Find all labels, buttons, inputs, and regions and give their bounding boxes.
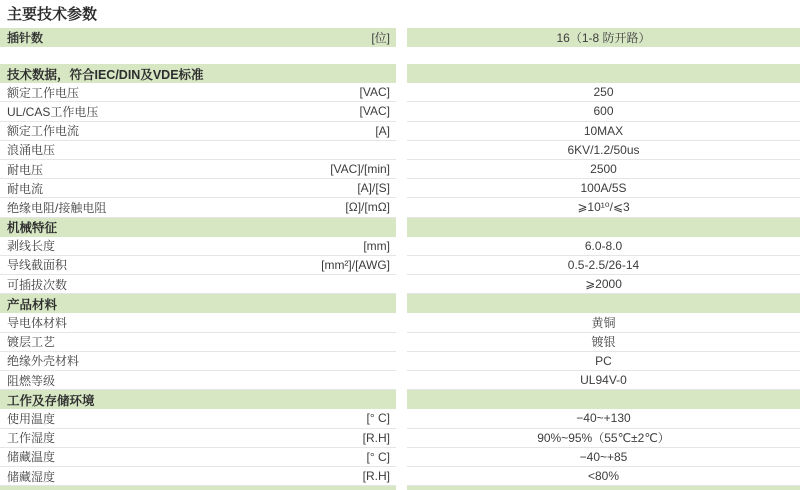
section-header-value-cell (407, 294, 800, 313)
section-header-label: 产品材料 (7, 297, 58, 312)
column-gap (396, 275, 407, 294)
section-header-label: 技术数据，符合IEC/DIN及VDE标准 (7, 67, 204, 82)
row-left-cell (0, 83, 396, 102)
row-left-cell (0, 429, 396, 448)
row-left-cell (0, 333, 396, 352)
row-value: 90%~95%（55℃±2℃） (407, 429, 800, 448)
row-label: 绝缘电阻/接触电阻 (7, 200, 107, 215)
section-header-row (0, 294, 800, 313)
row-left-cell (0, 467, 396, 486)
row-left-cell (0, 256, 396, 275)
partial-right-cell (407, 486, 800, 490)
row-label: 可插拔次数 (7, 277, 68, 292)
column-gap (396, 64, 407, 83)
row-label: 插针数 (7, 31, 44, 45)
row-value: −40~+130 (407, 409, 800, 428)
row-left-cell (0, 352, 396, 371)
row-value: −40~+85 (407, 448, 800, 467)
section-header-cell (0, 218, 396, 237)
row-left-cell (0, 275, 396, 294)
unit-label: [R.H] (362, 469, 390, 484)
column-gap (396, 294, 407, 313)
column-gap (396, 122, 407, 141)
section-header-cell (0, 294, 396, 313)
column-gap (396, 28, 407, 47)
table-row (0, 313, 800, 332)
row-label: 工作湿度 (7, 431, 56, 446)
table-row (0, 467, 800, 486)
table-row (0, 83, 800, 102)
section-header-cell (0, 64, 396, 83)
column-gap (396, 390, 407, 409)
partial-left-cell (0, 486, 396, 490)
row-value: PC (407, 352, 800, 371)
page-title: 主要技术参数 (7, 6, 98, 23)
row-value: 600 (407, 102, 800, 121)
row-value: 2500 (407, 160, 800, 179)
row-label: UL/CAS工作电压 (7, 104, 99, 119)
unit-label: [mm] (363, 238, 390, 253)
row-left-cell (0, 179, 396, 198)
row-value: 10MAX (407, 122, 800, 141)
column-gap (396, 448, 407, 467)
row-value: ⩾10¹⁰/⩽3 (407, 198, 800, 217)
section-header-value-cell (407, 218, 800, 237)
column-gap (396, 352, 407, 371)
unit-label: [VAC]/[min] (330, 162, 390, 177)
row-value: 6KV/1.2/50us (407, 141, 800, 160)
table-row (0, 333, 800, 352)
table-row (0, 371, 800, 390)
column-gap (396, 102, 407, 121)
table-row (0, 198, 800, 217)
section-header-row (0, 390, 800, 409)
table-row (0, 179, 800, 198)
row-label: 储藏湿度 (7, 469, 56, 484)
column-gap (396, 313, 407, 332)
table-row-pin-count (0, 28, 800, 47)
row-label: 阻燃等级 (7, 373, 56, 388)
table-row (0, 102, 800, 121)
table-row (0, 409, 800, 428)
row-value: 100A/5S (407, 179, 800, 198)
row-value: 6.0-8.0 (407, 237, 800, 256)
row-value: UL94V-0 (407, 371, 800, 390)
row-left-cell (0, 448, 396, 467)
column-gap (396, 409, 407, 428)
row-value: ⩾2000 (407, 275, 800, 294)
unit-label: [VAC] (359, 85, 390, 100)
row-value: <80% (407, 467, 800, 486)
column-gap (396, 237, 407, 256)
row-left-cell (0, 313, 396, 332)
column-gap (396, 371, 407, 390)
row-value: 250 (407, 83, 800, 102)
column-gap (396, 333, 407, 352)
column-gap (396, 179, 407, 198)
partial-next-section-row (0, 486, 800, 490)
section-header-row (0, 64, 800, 83)
column-gap (396, 218, 407, 237)
table-row (0, 122, 800, 141)
section-header-value-cell (407, 64, 800, 83)
column-gap (396, 160, 407, 179)
table-row (0, 352, 800, 371)
unit-label: [R.H] (362, 430, 390, 445)
row-left-cell (0, 122, 396, 141)
section-header-row (0, 218, 800, 237)
unit-label: [A]/[S] (357, 181, 390, 196)
column-gap (396, 83, 407, 102)
row-label: 耐电压 (7, 162, 44, 177)
row-left-cell (0, 237, 396, 256)
section-spacer (0, 47, 800, 64)
unit-label: [° C] (366, 449, 390, 464)
row-value: 0.5-2.5/26-14 (407, 256, 800, 275)
row-label: 绝缘外壳材料 (7, 354, 80, 369)
row-label: 导线截面积 (7, 258, 68, 273)
column-gap (396, 467, 407, 486)
row-label: 使用温度 (7, 411, 56, 426)
column-gap (396, 486, 407, 490)
section-header-label: 机械特征 (7, 221, 58, 236)
row-left-cell (0, 409, 396, 428)
row-label: 浪涌电压 (7, 143, 56, 158)
row-left-cell (0, 371, 396, 390)
table-row (0, 141, 800, 160)
table-row (0, 275, 800, 294)
table-row (0, 256, 800, 275)
row-label: 耐电流 (7, 181, 44, 196)
unit-label: [位] (371, 31, 390, 45)
row-left-cell (0, 160, 396, 179)
column-gap (396, 198, 407, 217)
table-row (0, 160, 800, 179)
row-left-cell (0, 141, 396, 160)
unit-label: [Ω]/[mΩ] (345, 200, 390, 215)
unit-label: [° C] (366, 411, 390, 426)
column-gap (396, 429, 407, 448)
row-value: 16（1-8 防开路） (407, 28, 800, 47)
row-label: 额定工作电压 (7, 85, 80, 100)
row-label: 剥线长度 (7, 239, 56, 254)
row-left-cell (0, 102, 396, 121)
unit-label: [VAC] (359, 104, 390, 119)
section-header-label: 工作及存储环境 (7, 393, 95, 408)
row-label: 导电体材料 (7, 316, 68, 331)
table-row (0, 429, 800, 448)
row-value: 黄铜 (407, 313, 800, 332)
column-gap (396, 256, 407, 275)
unit-label: [A] (375, 123, 390, 138)
table-row (0, 448, 800, 467)
unit-label: [mm²]/[AWG] (321, 257, 390, 272)
section-header-cell (0, 390, 396, 409)
row-label: 储藏温度 (7, 450, 56, 465)
row-left-cell (0, 198, 396, 217)
row-value: 镀银 (407, 333, 800, 352)
pin-count-left-cell (0, 28, 396, 47)
column-gap (396, 141, 407, 160)
row-label: 额定工作电流 (7, 124, 80, 139)
row-label: 镀层工艺 (7, 335, 56, 350)
spec-table (0, 64, 800, 486)
table-row (0, 237, 800, 256)
section-header-value-cell (407, 390, 800, 409)
